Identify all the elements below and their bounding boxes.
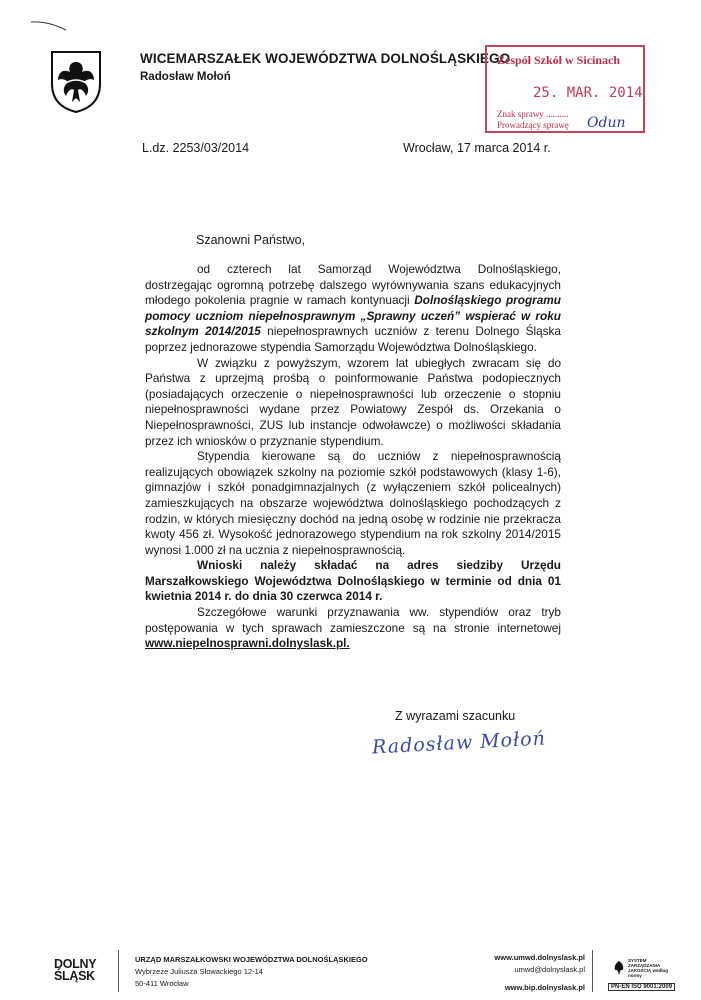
paragraph-5 <box>145 605 561 652</box>
letter-date: Wrocław, 17 marca 2014 r. <box>403 141 551 155</box>
iso-badge: PN-EN ISO 9001:2009 <box>608 983 675 991</box>
paragraph-2: W związku z powyższym, wzorem lat ubiegłych zwracam się do Państwa z uprzejmą prośbą o poinformowanie Państwa podopiecznych (posiadających orzeczenie o niepełnosprawności lub orzeczenie o stopniu niepełnosprawności wydane przez Powiatowy Zespół ds. Orzekania o Niepełnosprawności, ZUS lub instancje odwoławcze) o możliwości składania przez ich wniosków o przyznanie stypendium. <box>145 355 561 448</box>
paragraph-1 <box>145 262 561 356</box>
stamp-case-fields <box>497 109 569 131</box>
quality-eagle-icon <box>612 960 626 976</box>
stamp-case-handler: Prowadzący sprawę <box>497 120 569 130</box>
reference-number: L.dz. 2253/03/2014 <box>142 141 250 155</box>
footer-divider <box>118 950 119 992</box>
logo-line-2: ŚLĄSK <box>54 969 95 983</box>
coat-of-arms-icon <box>50 50 102 114</box>
footer-city: 50-411 Wrocław <box>135 979 189 988</box>
footer-office: URZĄD MARSZAŁKOWSKI WOJEWÓDZTWA DOLNOŚLĄSKIEGO <box>135 955 368 964</box>
quality-system-label: SYSTEM ZARZĄDZANIA JAKOŚCIĄ według normy <box>628 958 669 978</box>
greeting: Szanowni Państwo, <box>196 233 306 247</box>
stamp-date: 25. MAR. 2014 <box>533 85 643 101</box>
website-link[interactable]: www.niepelnosprawni.dolnyslask.pl. <box>145 636 350 651</box>
footer-email[interactable]: umwd@dolnyslask.pl <box>514 965 585 974</box>
paragraph-1-text-a: od czterech lat Samorząd Województwa Dolnośląskiego, dostrzegając ogromną potrzebę dalszego wyrównywania szans edukacyjnych młodego pokolenia pragnie w ramach kontynuacji <box>145 262 561 308</box>
footer-divider-right <box>592 950 593 992</box>
program-name: Dolnośląskiego programu pomocy uczniom niepełnosprawnym „Sprawny uczeń” wspierać w roku szkolnym 2014/2015 <box>145 293 561 339</box>
footer-website[interactable]: www.umwd.dolnyslask.pl <box>494 953 585 962</box>
stamp-initials: Odun <box>587 115 626 131</box>
paragraph-3: Stypendia kierowane są do uczniów z niepełnosprawnością realizujących obowiązek szkolny na poziomie szkół podstawowych (klasy 1-6), gimnazjów i szkół ponadgimnazjalnych (z wyłączeniem szkół policealnych) zamieszkujących na obszarze województwa dolnośląskiego pochodzących z rodzin, w których miesięczny dochód na jedną osobę w rodzinie nie przekracza kwoty 456 zł. Wysokość jednorazowego stypendium na rok szkolny 2014/2015 wynosi 1.000 zł na ucznia z niepełnosprawnością. <box>145 449 561 557</box>
paragraph-5-text: Szczegółowe warunki przyznawania ww. stypendiów oraz tryb postępowania w tych sprawach zamieszczone są na stronie internetowej <box>145 605 561 635</box>
letter-body <box>145 262 561 652</box>
paragraph-1-text-c: niepełnosprawnych uczniów z terenu Dolnego Śląska poprzez jednorazowe stypendia Samorządu Województwa Dolnośląskiego. <box>145 324 561 354</box>
paragraph-4-deadline: Wnioski należy składać na adres siedziby Urzędu Marszałkowskiego Województwa Dolnośląskiego w terminie od dnia 01 kwietnia 2014 r. do dnia 30 czerwca 2014 r. <box>145 558 561 604</box>
handwritten-signature: Radosław Mołoń <box>371 727 547 759</box>
header-title: WICEMARSZAŁEK WOJEWÓDZTWA DOLNOŚLĄSKIEGO <box>140 51 511 66</box>
dolny-slask-logo <box>54 958 96 982</box>
logo-line-1: DOLNY <box>54 957 97 971</box>
stamp-case-number: Znak sprawy .......... <box>497 109 569 119</box>
received-stamp <box>485 45 645 133</box>
header-name: Radosław Mołoń <box>140 71 231 83</box>
stamp-school: Zespół Szkół w Sicinach <box>497 53 621 67</box>
footer-bip[interactable]: www.bip.dolnyslask.pl <box>504 983 585 992</box>
closing: Z wyrazami szacunku <box>395 709 516 723</box>
footer-street: Wybrzeże Juliusza Słowackiego 12-14 <box>135 967 263 976</box>
margin-pen-mark <box>30 18 70 34</box>
